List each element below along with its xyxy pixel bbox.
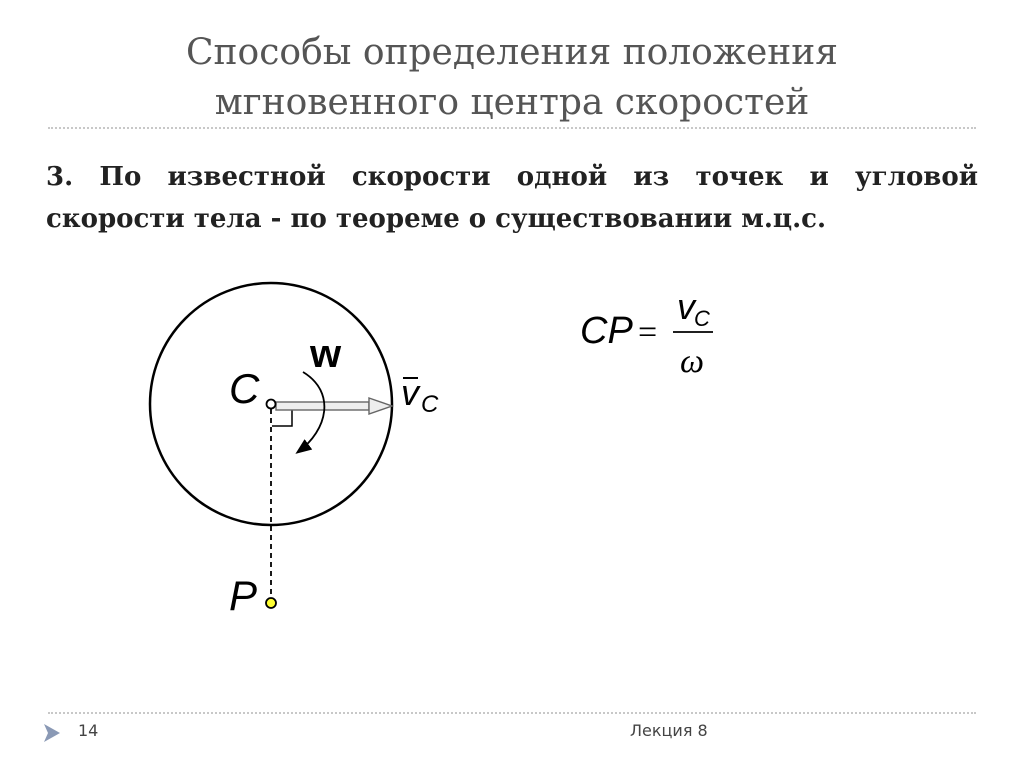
angular-velocity-arrow [298, 372, 324, 452]
instant-center-label-p: P [229, 572, 258, 619]
footer-divider [48, 712, 976, 714]
cp-formula [580, 286, 713, 380]
footer-arrow-icon [42, 722, 62, 744]
footer-lecture-label: Лекция 8 [630, 721, 708, 740]
formula-lhs: CP [580, 310, 633, 352]
center-label-c: C [229, 365, 260, 412]
right-angle-marker [272, 408, 292, 426]
center-point-c [267, 400, 276, 409]
instant-center-point-p [266, 598, 276, 608]
title-line-2: мгновенного центра скоростей [214, 82, 810, 123]
angular-velocity-label: w [310, 332, 342, 376]
velocity-vector-arrow [276, 398, 392, 414]
title-line-1: Способы определения положения [186, 32, 838, 73]
formula-numerator-subscript: C [694, 306, 710, 331]
formula-equals: = [638, 314, 658, 351]
velocity-label-subscript: C [421, 391, 439, 418]
velocity-label-v: v [401, 372, 419, 413]
formula-numerator: v [677, 286, 695, 327]
formula-denominator: ω [680, 343, 705, 380]
body-text-line-1: 3. По известной скорости одной из точек и угловой [46, 162, 978, 192]
body-text-line-2: скорости тела - по теореме о существовании м.ц.с. [46, 204, 827, 234]
page-number: 14 [78, 721, 99, 740]
